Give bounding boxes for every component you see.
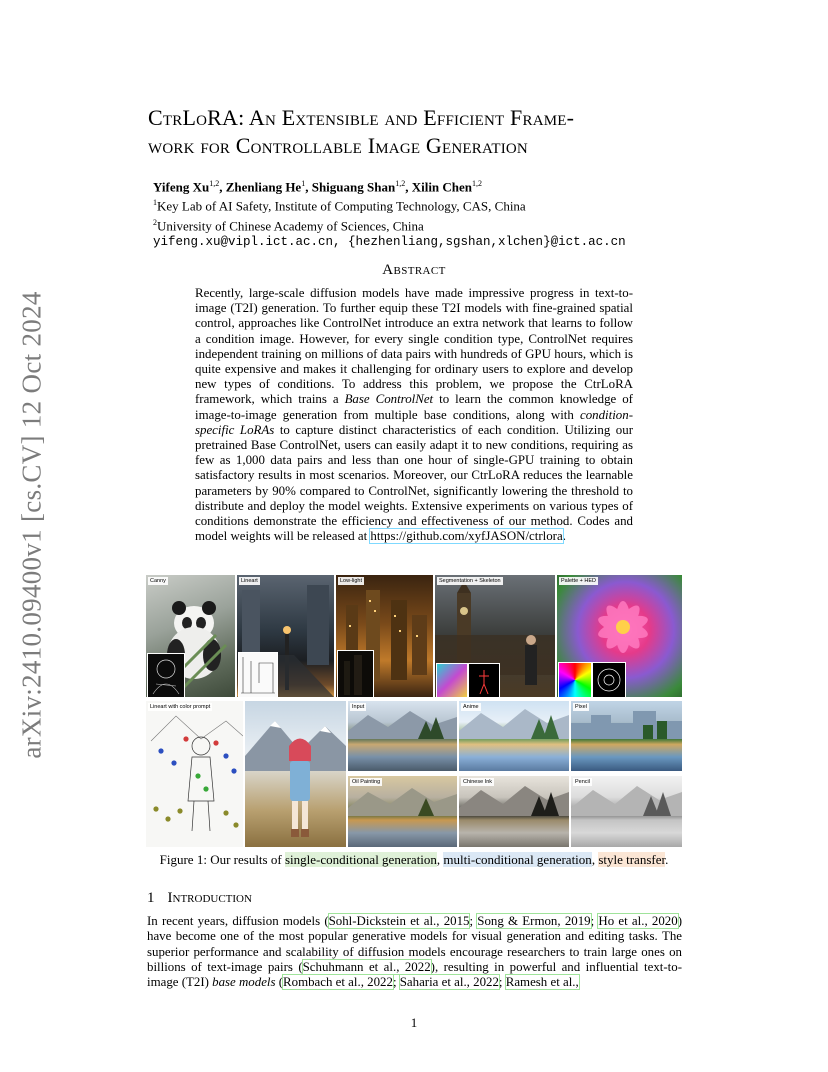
label-oil: Oil Painting — [352, 779, 381, 785]
panel-lowlight-city — [336, 575, 433, 697]
arxiv-stamp — [12, 290, 52, 760]
paper-title — [148, 104, 688, 160]
lake-illustration — [348, 701, 457, 771]
panel-palette-hed — [557, 575, 682, 697]
author-name: Zhenliang He — [225, 179, 302, 195]
citation-link[interactable]: Ho et al., 2020 — [598, 914, 678, 928]
lowlight-inset — [337, 650, 374, 697]
citation-link[interactable]: Ramesh et al., — [505, 975, 579, 990]
panel-pencil-lake — [571, 776, 682, 847]
skeleton-inset — [468, 663, 500, 697]
author-name: Shiguang Shan — [311, 179, 396, 195]
label-ink: Chinese Ink — [463, 779, 493, 785]
segmentation-inset — [436, 663, 468, 697]
panel-lineart-color-prompt — [146, 701, 243, 847]
page-number: 1 — [410, 1015, 418, 1030]
author-name: Yifeng Xu — [153, 179, 210, 195]
label-pixel: Pixel — [575, 704, 587, 710]
label-canny: Canny — [150, 578, 166, 584]
abstract-text: Recently, large-scale diffusion models have made impressive progress in text-to-image (T2I) generation. To further equip these T2I models with fine-grained spatial control, approaches like ControlNet introduce an extra network that learns to follow a condition image. However, for every single condition type, ControlNet requires independent training on millions of data pairs with hundreds of GPU hours, which is quite expensive and makes it challenging for ordinary users to explore and develop new types of conditions. To address this problem, we propose the CtrLoRA framework, which trains a Base ControlNet to learn the common knowledge of image-to-image generation from multiple base conditions, along with condition-specific LoRAs to capture distinct characteristics of each condition. Utilizing our pretrained Base ControlNet, users can easily adapt it to new conditions, requiring as few as 1,000 data pairs and less than one hour of single-GPU training to obtain satisfactory results in most scenarios. Moreover, our CtrLoRA reduces the learnable parameters by 90% compared to ControlNet, significantly lowering the threshold to distribute and deploy the model weights. Extensive experiments on various types of conditions demonstrate the efficiency and effectiveness of our method. Codes and model weights will be released at https://github.com/xyfJASON/ctrlora. — [195, 286, 633, 544]
ink-lake-illustration — [459, 776, 569, 847]
citation-link[interactable]: Schuhmann et al., 2022 — [302, 959, 431, 974]
lineart-girl-sketch — [146, 701, 243, 847]
affiliation-2: $^2$University of Chinese Academy of Sciences, China — [153, 217, 424, 233]
figure-caption: Figure 1: Our results of single-conditional generation, multi-conditional generation, style transfer. — [159, 852, 669, 867]
section-title: Introduction — [167, 890, 252, 906]
panel-input-lake — [348, 701, 457, 771]
abstract-heading: Abstract — [382, 262, 446, 278]
oil-lake-illustration — [348, 776, 457, 847]
hed-inset — [592, 662, 626, 697]
pencil-lake-illustration — [571, 776, 682, 847]
label-lowlight: Low-light — [340, 578, 363, 584]
code-link[interactable]: https://github.com/xyfJASON/ctrlora — [370, 529, 563, 544]
canny-inset — [147, 653, 185, 697]
arxiv-stamp-text: arXiv:2410.09400v1 [cs.CV] 12 Oct 2024 — [16, 291, 47, 759]
pixel-lake-illustration — [571, 701, 682, 771]
author-names: Yifeng Xu$^{1,2}$, Zhenliang He$^1$, Shiguang Shan$^{1,2}$, Xilin Chen$^{1,2}$ — [153, 179, 483, 195]
lineart-inset — [238, 652, 278, 697]
label-pencil: Pencil — [575, 779, 590, 785]
panel-oil-painting-lake — [348, 776, 457, 847]
citation-link[interactable]: Rombach et al., 2022 — [283, 975, 393, 990]
caption-multi-conditional: multi-conditional generation — [443, 852, 592, 867]
author-emails[interactable]: yifeng.xu@vipl.ict.ac.cn, {hezhenliang,sgshan,xlchen}@ict.ac.cn — [153, 234, 626, 249]
anime-lake-illustration — [459, 701, 569, 771]
citation-link[interactable]: Saharia et al., 2022 — [399, 975, 499, 990]
panel-anime-girl-result — [245, 701, 346, 847]
title-line-2: work for Controllable Image Generation — [148, 133, 528, 158]
section-heading — [147, 890, 252, 907]
introduction-text: In recent years, diffusion models (Sohl-Dickstein et al., 2015; Song & Ermon, 2019; Ho et al., 2020) have become one of the most popular generative models for visual generation and editing tasks. The superior performance and scalability of diffusion models encourage researchers to train large ones on billions of text-image pairs (Schuhmann et al., 2022), resulting in powerful and influential text-to-image (T2I) base models (Rombach et al., 2022; Saharia et al., 2022; Ramesh et al., — [147, 914, 682, 990]
panel-anime-lake — [459, 701, 569, 771]
citation-link[interactable]: Sohl-Dickstein et al., 2015 — [328, 914, 470, 928]
figure-1 — [146, 575, 682, 847]
label-lineart-color: Lineart with color prompt — [150, 704, 211, 710]
palette-inset — [558, 662, 592, 697]
panel-lineart-street — [237, 575, 334, 697]
label-segskel: Segmentation + Skeleton — [439, 578, 501, 584]
label-palette: Palette + HED — [561, 578, 597, 584]
panel-canny-panda — [146, 575, 235, 697]
anime-girl-illustration — [245, 701, 346, 847]
label-anime: Anime — [463, 704, 479, 710]
title-line-1: CtrLoRA: An Extensible and Efficient Frame- — [148, 105, 575, 130]
author-name: Xilin Chen — [411, 179, 473, 195]
citation-link[interactable]: Song & Ermon, 2019 — [477, 914, 591, 928]
caption-style-transfer: style transfer — [598, 852, 666, 867]
author-block — [153, 176, 713, 250]
label-input: Input — [352, 704, 365, 710]
affiliation-1: $^1$Key Lab of AI Safety, Institute of Computing Technology, CAS, China — [153, 198, 526, 214]
label-lineart: Lineart — [241, 578, 258, 584]
section-number: 1 — [147, 890, 155, 906]
caption-single-conditional: single-conditional generation — [284, 852, 437, 867]
panel-chinese-ink-lake — [459, 776, 569, 847]
panel-pixel-lake — [571, 701, 682, 771]
panel-segmentation-skeleton — [435, 575, 555, 697]
